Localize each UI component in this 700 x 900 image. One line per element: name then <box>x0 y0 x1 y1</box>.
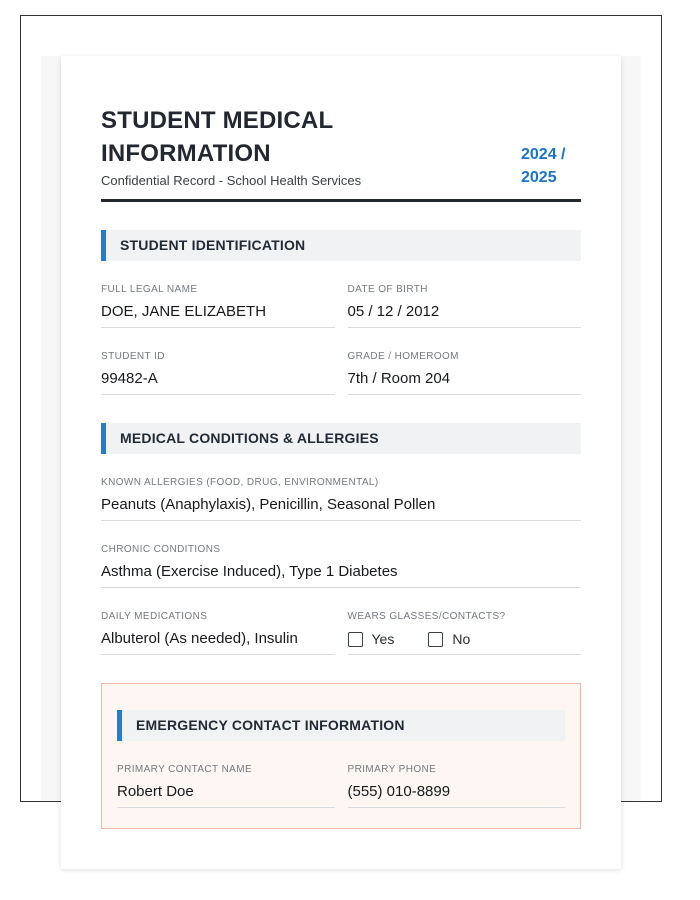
document-frame <box>20 15 662 802</box>
field-wears-glasses-contacts <box>348 611 582 655</box>
field-value: 7th / Room 204 <box>347 370 451 387</box>
field-value: Asthma (Exercise Induced), Type 1 Diabetes <box>101 563 398 580</box>
section-header-student-identification <box>101 230 581 261</box>
form-subtitle: Confidential Record - School Health Services <box>101 173 362 188</box>
emergency-contact-fields <box>117 741 565 808</box>
field-value: DOE, JANE ELIZABETH <box>101 303 267 320</box>
section-header-medical-conditions <box>101 423 581 454</box>
field-value: 99482-A <box>101 370 158 387</box>
field-value: 05 / 12 / 2012 <box>347 303 440 320</box>
field-date-of-birth <box>348 284 582 328</box>
field-label: DAILY MEDICATIONS <box>101 611 208 622</box>
form-header <box>101 104 581 189</box>
school-year: 2024 / 2025 <box>521 146 566 186</box>
header-rule <box>101 199 581 202</box>
section-title: STUDENT IDENTIFICATION <box>120 237 306 253</box>
section-header-emergency-contact <box>117 710 565 741</box>
glasses-checkbox-group <box>348 631 582 647</box>
checkbox-option-no[interactable] <box>428 631 470 647</box>
field-label: DATE OF BIRTH <box>347 284 428 295</box>
page-background <box>41 56 641 801</box>
field-student-id <box>101 351 335 395</box>
field-known-allergies <box>101 477 581 521</box>
medical-form-card <box>61 56 621 869</box>
checkbox-label: Yes <box>371 631 395 647</box>
field-value: (555) 010-8899 <box>347 783 451 800</box>
checkbox-option-yes[interactable] <box>348 631 395 647</box>
field-label: PRIMARY CONTACT NAME <box>117 764 253 775</box>
section-title: EMERGENCY CONTACT INFORMATION <box>136 717 405 733</box>
medical-conditions-fields <box>101 454 581 655</box>
field-primary-phone <box>348 764 566 808</box>
field-label: FULL LEGAL NAME <box>101 284 198 295</box>
field-daily-medications <box>101 611 335 655</box>
field-label: PRIMARY PHONE <box>347 764 437 775</box>
field-chronic-conditions <box>101 544 581 588</box>
field-label: KNOWN ALLERGIES (FOOD, DRUG, ENVIRONMENTAL) <box>101 477 379 488</box>
field-label: WEARS GLASSES/CONTACTS? <box>347 611 506 622</box>
no-checkbox[interactable] <box>428 632 443 647</box>
yes-checkbox[interactable] <box>348 632 363 647</box>
field-value: Robert Doe <box>117 783 194 800</box>
section-title: MEDICAL CONDITIONS & ALLERGIES <box>120 430 379 446</box>
field-primary-contact-name <box>117 764 335 808</box>
page-title: STUDENT MEDICAL INFORMATION <box>101 107 333 167</box>
field-full-legal-name <box>101 284 335 328</box>
field-label: STUDENT ID <box>101 351 165 362</box>
field-value: Albuterol (As needed), Insulin <box>101 630 298 647</box>
field-value: Peanuts (Anaphylaxis), Penicillin, Seasonal Pollen <box>101 496 436 513</box>
checkbox-label: No <box>452 631 471 647</box>
field-grade-homeroom <box>348 351 582 395</box>
field-label: CHRONIC CONDITIONS <box>101 544 221 555</box>
field-label: GRADE / HOMEROOM <box>347 351 459 362</box>
emergency-contact-box <box>101 683 581 829</box>
form-header-text <box>101 104 431 189</box>
student-identification-fields <box>101 261 581 395</box>
